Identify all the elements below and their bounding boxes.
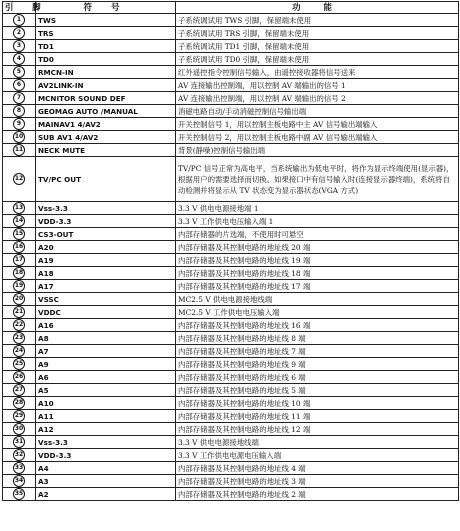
table-row bbox=[3, 410, 459, 423]
pin-function-cell: 内部存储器及其控制电路的地址线 19 端 bbox=[176, 254, 459, 267]
pin-number-badge: 15 bbox=[13, 228, 25, 240]
pin-function-cell: 内部存储器及其控制电路的地址线 6 端 bbox=[176, 371, 459, 384]
pin-symbol-cell: MAINAV1 4/AV2 bbox=[36, 118, 176, 131]
pin-number-cell bbox=[3, 215, 36, 228]
pin-function-cell: 内部存储器及其控制电路的地址线 9 端 bbox=[176, 358, 459, 371]
pin-number-badge: 3 bbox=[13, 40, 25, 52]
pin-number-badge: 5 bbox=[13, 66, 25, 78]
pin-symbol-cell: TRS bbox=[36, 27, 176, 40]
pin-number-badge: 24 bbox=[13, 345, 25, 357]
table-row bbox=[3, 280, 459, 293]
pin-symbol-cell: VDDC bbox=[36, 306, 176, 319]
pin-function-cell: AV 连接输出控制端，用以控制 AV 端输出的信号 1 bbox=[176, 79, 459, 92]
table-row bbox=[3, 384, 459, 397]
pin-function-cell: 红外遥控指令控制信号输入，由遥控接收器将信号送来 bbox=[176, 66, 459, 79]
pin-number-cell bbox=[3, 14, 36, 27]
table-row bbox=[3, 202, 459, 215]
pin-number-badge: 26 bbox=[13, 371, 25, 383]
table-row bbox=[3, 397, 459, 410]
pin-symbol-cell: GEOMAG AUTO /MANUAL bbox=[36, 105, 176, 118]
pin-number-cell bbox=[3, 202, 36, 215]
table-row bbox=[3, 306, 459, 319]
pin-symbol-cell: A17 bbox=[36, 280, 176, 293]
pin-number-badge: 20 bbox=[13, 293, 25, 305]
table-row bbox=[3, 345, 459, 358]
pin-function-cell: 内部存储器及其控制电路的地址线 11 端 bbox=[176, 410, 459, 423]
pin-number-cell bbox=[3, 144, 36, 157]
pin-number-badge: 21 bbox=[13, 306, 25, 318]
pin-symbol-cell: TD1 bbox=[36, 40, 176, 53]
table-row bbox=[3, 267, 459, 280]
pin-number-cell bbox=[3, 475, 36, 488]
pin-number-badge: 29 bbox=[13, 410, 25, 422]
pin-number-cell bbox=[3, 53, 36, 66]
pin-symbol-cell: Vss-3.3 bbox=[36, 436, 176, 449]
pin-number-cell bbox=[3, 397, 36, 410]
table-row bbox=[3, 105, 459, 118]
pin-symbol-cell: A6 bbox=[36, 371, 176, 384]
pin-function-cell: 内部存储器及其控制电路的地址线 7 端 bbox=[176, 345, 459, 358]
pin-number-badge: 4 bbox=[13, 53, 25, 65]
pin-number-cell bbox=[3, 423, 36, 436]
pin-number-cell bbox=[3, 449, 36, 462]
pin-number-cell bbox=[3, 40, 36, 53]
table-row bbox=[3, 79, 459, 92]
pin-number-cell bbox=[3, 306, 36, 319]
table-row bbox=[3, 371, 459, 384]
pin-symbol-cell: TD0 bbox=[36, 53, 176, 66]
pin-number-badge: 7 bbox=[13, 92, 25, 104]
pin-symbol-cell: TV/PC OUT bbox=[36, 157, 176, 202]
pin-number-cell bbox=[3, 332, 36, 345]
pin-number-badge: 19 bbox=[13, 280, 25, 292]
pin-number-cell bbox=[3, 410, 36, 423]
table-row bbox=[3, 14, 459, 27]
table-row bbox=[3, 423, 459, 436]
pin-number-cell bbox=[3, 436, 36, 449]
pin-number-badge: 32 bbox=[13, 449, 25, 461]
pin-number-cell bbox=[3, 228, 36, 241]
header-symbol: 符 号 bbox=[36, 2, 176, 14]
pin-number-badge: 8 bbox=[13, 105, 25, 117]
pin-number-badge: 28 bbox=[13, 397, 25, 409]
table-row bbox=[3, 293, 459, 306]
pin-function-cell: 内部存储器及其控制电路的地址线 16 端 bbox=[176, 319, 459, 332]
pin-number-cell bbox=[3, 241, 36, 254]
pin-number-badge: 27 bbox=[13, 384, 25, 396]
pin-function-cell: 内部存储器及其控制电路的地址线 2 端 bbox=[176, 488, 459, 501]
pin-symbol-cell: A16 bbox=[36, 319, 176, 332]
pin-symbol-cell: MCNITOR SOUND DEF bbox=[36, 92, 176, 105]
pin-number-cell bbox=[3, 157, 36, 202]
table-row bbox=[3, 131, 459, 144]
pin-number-cell bbox=[3, 105, 36, 118]
pin-function-cell: 内部存储器及其控制电路的地址线 12 端 bbox=[176, 423, 459, 436]
pin-symbol-cell: Vss-3.3 bbox=[36, 202, 176, 215]
table-row bbox=[3, 157, 459, 202]
pin-number-badge: 16 bbox=[13, 241, 25, 253]
pin-symbol-cell: A7 bbox=[36, 345, 176, 358]
pin-number-cell bbox=[3, 462, 36, 475]
pin-number-badge: 31 bbox=[13, 436, 25, 448]
pin-function-cell: 内部存储器及其控制电路的地址线 10 端 bbox=[176, 397, 459, 410]
table-row bbox=[3, 241, 459, 254]
pin-number-cell bbox=[3, 254, 36, 267]
pin-symbol-cell: SUB AV1 4/AV2 bbox=[36, 131, 176, 144]
pin-number-cell bbox=[3, 293, 36, 306]
table-row bbox=[3, 358, 459, 371]
pin-number-badge: 13 bbox=[13, 202, 25, 214]
pin-number-cell bbox=[3, 118, 36, 131]
pin-number-cell bbox=[3, 79, 36, 92]
pin-symbol-cell: A10 bbox=[36, 397, 176, 410]
table-row bbox=[3, 488, 459, 501]
table-row bbox=[3, 144, 459, 157]
pin-symbol-cell: A20 bbox=[36, 241, 176, 254]
pin-symbol-cell: A5 bbox=[36, 384, 176, 397]
header-pin: 引 脚 bbox=[3, 2, 36, 14]
pin-number-cell bbox=[3, 92, 36, 105]
pin-function-cell: 开关控制信号 2，用以控制主板电路中副 AV 信号输出端输入 bbox=[176, 131, 459, 144]
pin-symbol-cell: VDD-3.3 bbox=[36, 215, 176, 228]
pin-symbol-cell: VDD-3.3 bbox=[36, 449, 176, 462]
table-row bbox=[3, 40, 459, 53]
pin-function-cell: 3.3 V 供电电源接地线端 bbox=[176, 436, 459, 449]
pin-function-cell: AV 连接输出控制端，用以控制 AV 端输出的信号 2 bbox=[176, 92, 459, 105]
pin-symbol-cell: NECK MUTE bbox=[36, 144, 176, 157]
pin-number-badge: 10 bbox=[13, 131, 25, 143]
pin-number-badge: 22 bbox=[13, 319, 25, 331]
table-row bbox=[3, 27, 459, 40]
table-row bbox=[3, 228, 459, 241]
pin-number-cell bbox=[3, 267, 36, 280]
pin-symbol-cell: A3 bbox=[36, 475, 176, 488]
pin-symbol-cell: CS3-OUT bbox=[36, 228, 176, 241]
table-header-row bbox=[3, 2, 459, 14]
pin-number-cell bbox=[3, 319, 36, 332]
pin-function-table bbox=[2, 1, 459, 501]
pin-function-cell: 3.3 V 供电电源接地端 1 bbox=[176, 202, 459, 215]
table-row bbox=[3, 53, 459, 66]
pin-function-cell: 内部存储器及其控制电路的地址线 8 端 bbox=[176, 332, 459, 345]
pin-function-cell: 内部存储器及其控制电路的地址线 17 端 bbox=[176, 280, 459, 293]
pin-number-badge: 23 bbox=[13, 332, 25, 344]
table-row bbox=[3, 449, 459, 462]
pin-number-badge: 14 bbox=[13, 215, 25, 227]
pin-number-badge: 33 bbox=[13, 462, 25, 474]
table-row bbox=[3, 462, 459, 475]
pin-number-cell bbox=[3, 384, 36, 397]
pin-number-cell bbox=[3, 371, 36, 384]
pin-number-cell bbox=[3, 358, 36, 371]
pin-function-cell: 子系统调试用 TRS 引脚，保留端未使用 bbox=[176, 27, 459, 40]
pin-function-cell: TV/PC 信号正常为高电平，当系统输出为低电平时，将作为显示终端使用(显示器)，根据用户的需要选择而切换。如果接口中有信号输入时(连接显示器终端)，系统将自动检测并将显示从 TV 状态变为显示器状态(VGA 方式) bbox=[176, 157, 459, 202]
pin-function-cell: 子系统调试用 TD1 引脚，保留端未使用 bbox=[176, 40, 459, 53]
pin-function-table-sheet bbox=[2, 1, 458, 529]
table-row bbox=[3, 332, 459, 345]
pin-symbol-cell: AV2LINK-IN bbox=[36, 79, 176, 92]
pin-number-badge: 6 bbox=[13, 79, 25, 91]
pin-number-cell bbox=[3, 131, 36, 144]
pin-function-cell: 子系统调试用 TWS 引脚，保留端未使用 bbox=[176, 14, 459, 27]
pin-function-cell: 3.3 V 工作供电电压输入端 1 bbox=[176, 215, 459, 228]
pin-number-cell bbox=[3, 66, 36, 79]
pin-number-badge: 30 bbox=[13, 423, 25, 435]
pin-function-cell: MC2.5 V 工作供电电压输入端 bbox=[176, 306, 459, 319]
pin-function-cell: 内部存储器及其控制电路的地址线 20 端 bbox=[176, 241, 459, 254]
pin-symbol-cell: A9 bbox=[36, 358, 176, 371]
pin-number-badge: 34 bbox=[13, 475, 25, 487]
pin-function-cell: 内部存储器及其控制电路的地址线 5 端 bbox=[176, 384, 459, 397]
pin-number-badge: 1 bbox=[13, 14, 25, 26]
pin-number-cell bbox=[3, 345, 36, 358]
pin-number-badge: 11 bbox=[13, 144, 25, 156]
pin-number-badge: 17 bbox=[13, 254, 25, 266]
pin-number-badge: 9 bbox=[13, 118, 25, 130]
pin-number-cell bbox=[3, 488, 36, 501]
pin-symbol-cell: TWS bbox=[36, 14, 176, 27]
pin-symbol-cell: VSSC bbox=[36, 293, 176, 306]
pin-number-badge: 12 bbox=[13, 173, 25, 185]
pin-number-badge: 18 bbox=[13, 267, 25, 279]
pin-function-cell: 开关控制信号 1，用以控制主板电路中主 AV 信号输出端输入 bbox=[176, 118, 459, 131]
pin-function-cell: 内部存储器及其控制电路的地址线 4 端 bbox=[176, 462, 459, 475]
pin-function-cell: 消磁电路自动/手动消磁控制信号输出端 bbox=[176, 105, 459, 118]
table-body bbox=[3, 14, 459, 501]
pin-symbol-cell: A11 bbox=[36, 410, 176, 423]
table-row bbox=[3, 66, 459, 79]
table-row bbox=[3, 254, 459, 267]
pin-symbol-cell: A4 bbox=[36, 462, 176, 475]
pin-function-cell: MC2.5 V 供电电源接地线端 bbox=[176, 293, 459, 306]
pin-function-cell: 3.3 V 工作供电电源电压输入端 bbox=[176, 449, 459, 462]
pin-number-badge: 35 bbox=[13, 488, 25, 500]
pin-symbol-cell: A19 bbox=[36, 254, 176, 267]
pin-symbol-cell: A12 bbox=[36, 423, 176, 436]
pin-function-cell: 内部存储器及其控制电路的地址线 18 端 bbox=[176, 267, 459, 280]
header-function: 功 能 bbox=[176, 2, 459, 14]
pin-symbol-cell: RMCN-IN bbox=[36, 66, 176, 79]
pin-function-cell: 子系统调试用 TD0 引脚，保留端未使用 bbox=[176, 53, 459, 66]
pin-number-badge: 25 bbox=[13, 358, 25, 370]
table-row bbox=[3, 319, 459, 332]
pin-function-cell: 内部存储器的片选端，不使用时可悬空 bbox=[176, 228, 459, 241]
table-row bbox=[3, 118, 459, 131]
table-row bbox=[3, 215, 459, 228]
pin-number-badge: 2 bbox=[13, 27, 25, 39]
table-row bbox=[3, 436, 459, 449]
pin-symbol-cell: A18 bbox=[36, 267, 176, 280]
pin-function-cell: 内部存储器及其控制电路的地址线 3 端 bbox=[176, 475, 459, 488]
pin-number-cell bbox=[3, 27, 36, 40]
table-row bbox=[3, 92, 459, 105]
pin-function-cell: 背景(静噪)控制信号输出端 bbox=[176, 144, 459, 157]
pin-symbol-cell: A2 bbox=[36, 488, 176, 501]
pin-number-cell bbox=[3, 280, 36, 293]
table-row bbox=[3, 475, 459, 488]
pin-symbol-cell: A8 bbox=[36, 332, 176, 345]
